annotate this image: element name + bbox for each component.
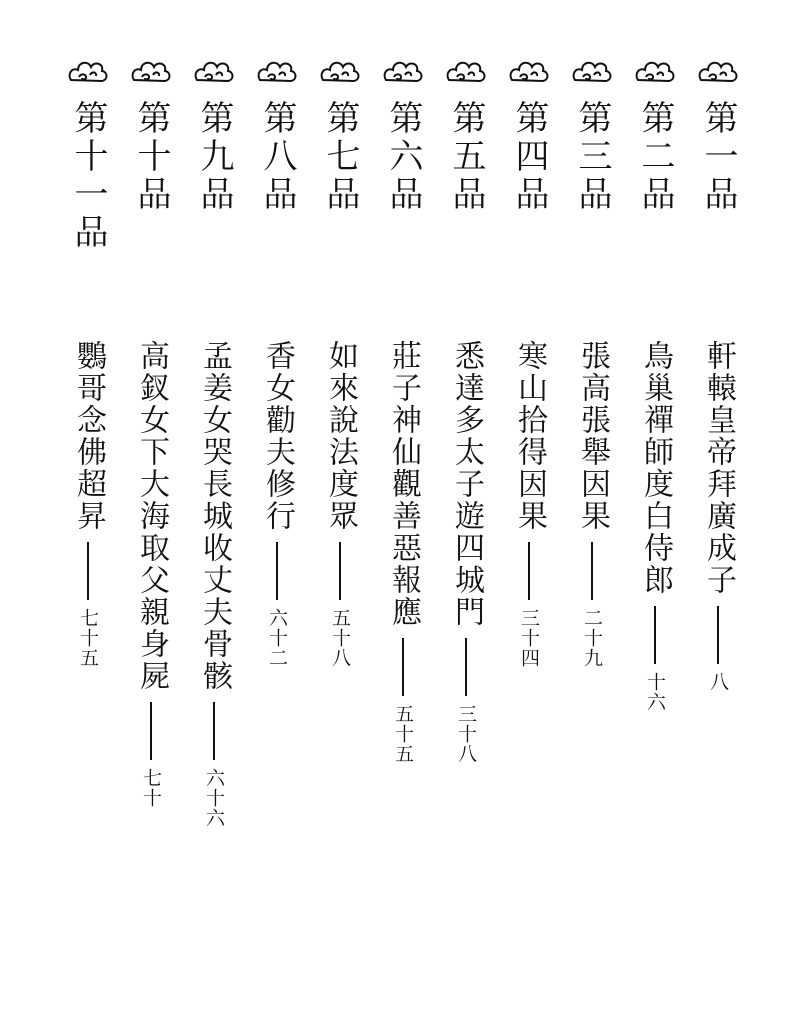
page-number: 十六 [644,672,666,712]
chapter-label: 第一品 [698,100,738,214]
leader-line [654,606,656,664]
cloud-ornament-icon [318,56,362,86]
leader-line [591,542,593,600]
chapter-title: 軒轅皇帝拜廣成子 [701,340,736,596]
cloud-ornament-icon [255,56,299,86]
toc-entry-10 [123,0,179,1010]
cloud-ornament-icon [129,56,173,86]
page-number: 五十八 [329,608,351,668]
chapter-title: 鳥巢禪師度白侍郎 [638,340,673,596]
chapter-label: 第五品 [446,100,486,214]
chapter-label: 第三品 [572,100,612,214]
leader-line [276,542,278,600]
chapter-title: 香女勸夫修行 [260,340,295,532]
page-number: 三十八 [455,704,477,764]
chapter-title: 鸚哥念佛超昇 [71,340,106,532]
cloud-ornament-icon [633,56,677,86]
toc-entry-9 [186,0,242,1010]
chapter-title: 如來說法度眾 [323,340,358,532]
chapter-title: 孟姜女哭長城收丈夫骨骸 [197,340,232,692]
leader-line [402,638,404,696]
page-number: 二十九 [581,608,603,668]
toc-entry-3 [564,0,620,1010]
chapter-title: 悉達多太子遊四城門 [449,340,484,628]
cloud-ornament-icon [192,56,236,86]
page-number: 七十 [140,768,162,808]
toc-entry-8 [249,0,305,1010]
page-number: 七十五 [77,608,99,668]
toc-entry-7 [312,0,368,1010]
page-number: 三十四 [518,608,540,668]
toc-entry-2 [627,0,683,1010]
cloud-ornament-icon [570,56,614,86]
chapter-title: 高釵女下大海取父親身屍 [134,340,169,692]
chapter-label: 第九品 [194,100,234,214]
chapter-title: 莊子神仙觀善惡報應 [386,340,421,628]
chapter-label: 第十一品 [68,100,108,252]
page-number: 六十六 [203,768,225,828]
leader-line [87,542,89,600]
toc-entry-5 [438,0,494,1010]
leader-line [150,702,152,760]
chapter-title: 張高張舉因果 [575,340,610,532]
chapter-label: 第六品 [383,100,423,214]
cloud-ornament-icon [507,56,551,86]
chapter-label: 第四品 [509,100,549,214]
leader-line [528,542,530,600]
leader-line [213,702,215,760]
leader-line [465,638,467,696]
cloud-ornament-icon [66,56,110,86]
toc-entry-6 [375,0,431,1010]
chapter-label: 第七品 [320,100,360,214]
cloud-ornament-icon [381,56,425,86]
leader-line [717,606,719,664]
toc-entry-4 [501,0,557,1010]
page-number: 八 [707,672,729,692]
chapter-title: 寒山拾得因果 [512,340,547,532]
cloud-ornament-icon [696,56,740,86]
cloud-ornament-icon [444,56,488,86]
toc-entry-1 [690,0,746,1010]
toc-entry-11 [60,0,116,1010]
chapter-label: 第十品 [131,100,171,214]
leader-line [339,542,341,600]
chapter-label: 第八品 [257,100,297,214]
page-number: 六十二 [266,608,288,668]
chapter-label: 第二品 [635,100,675,214]
page-number: 五十五 [392,704,414,764]
